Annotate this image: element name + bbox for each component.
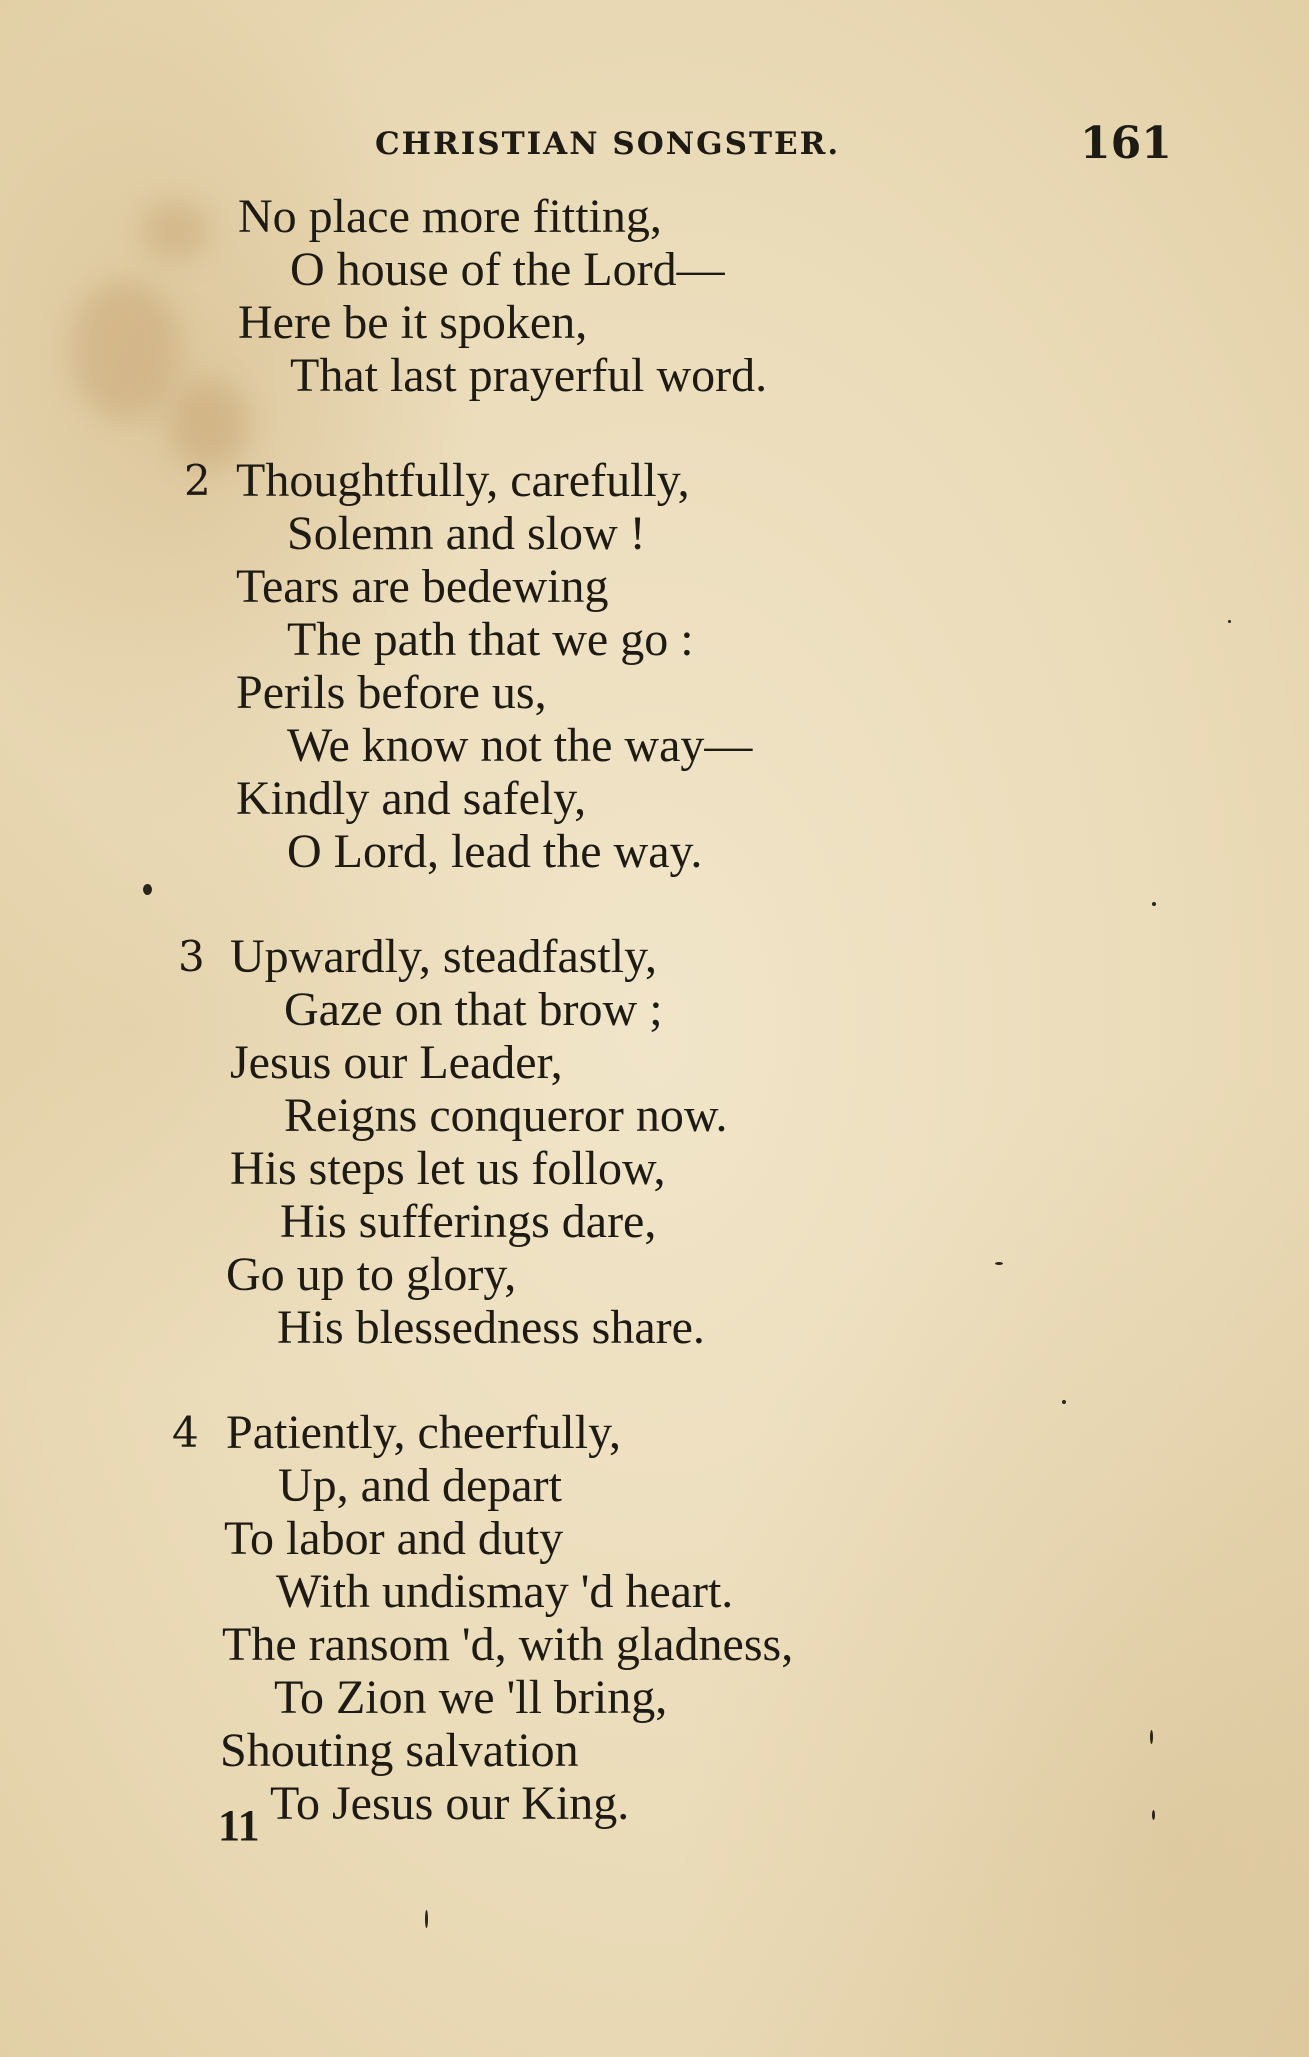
verse-line: The path that we go : [287,613,694,666]
ink-speck [1152,1810,1155,1820]
verse-line: Go up to glory, [226,1248,517,1301]
verse-line: That last prayerful word. [290,349,768,402]
ink-speck [143,884,152,895]
verse-line: The ransom 'd, with gladness, [222,1618,794,1671]
stanza-number: 3 [178,932,205,981]
verse-line: Shouting salvation [220,1724,579,1777]
verse-line: His steps let us follow, [230,1142,666,1195]
verse-line: With undismay 'd heart. [276,1565,734,1618]
verse-line: Tears are bedewing [236,560,609,613]
stanza-number: 4 [172,1408,199,1457]
verse-line: Up, and depart [278,1459,562,1512]
verse-line: We know not the way— [287,719,753,772]
verse-line: His sufferings dare, [280,1195,657,1248]
page-number: 161 [1080,118,1172,169]
verse-line: To Jesus our King. [270,1777,630,1830]
verse-line: To labor and duty [224,1512,564,1565]
hymn-text [0,190,1309,1882]
ink-speck [1150,1730,1153,1744]
verse-line: O Lord, lead the way. [287,825,703,878]
stanza-2 [0,454,1309,878]
stanza-number: 2 [184,456,211,505]
stanza-4 [0,1406,1309,1830]
verse-line: No place more fitting, [238,190,662,243]
running-title: CHRISTIAN SONGSTER. [375,126,841,162]
signature-mark: 11 [218,1801,260,1850]
verse-line: O house of the Lord— [290,243,725,296]
verse-line: Here be it spoken, [238,296,588,349]
verse-line: Thoughtfully, carefully, [236,454,690,507]
verse-line: To Zion we 'll bring, [274,1671,668,1724]
verse-line: His blessedness share. [277,1301,705,1354]
verse-line: Patiently, cheerfully, [226,1406,621,1459]
ink-speck [1152,902,1156,906]
page-header [0,118,1309,178]
verse-line: Jesus our Leader, [230,1036,563,1089]
ink-speck [1062,1400,1066,1404]
verse-line: Reigns conqueror now. [284,1089,728,1142]
verse-line: Kindly and safely, [236,772,587,825]
ink-speck [425,1910,428,1928]
ink-speck [1228,620,1231,623]
verse-line: Upwardly, steadfastly, [230,930,657,983]
verse-line: Gaze on that brow ; [284,983,663,1036]
verse-line: Perils before us, [236,666,547,719]
verse-line: Solemn and slow ! [287,507,646,560]
stanza-1 [0,190,1309,402]
ink-speck [995,1262,1003,1265]
stanza-3 [0,930,1309,1354]
